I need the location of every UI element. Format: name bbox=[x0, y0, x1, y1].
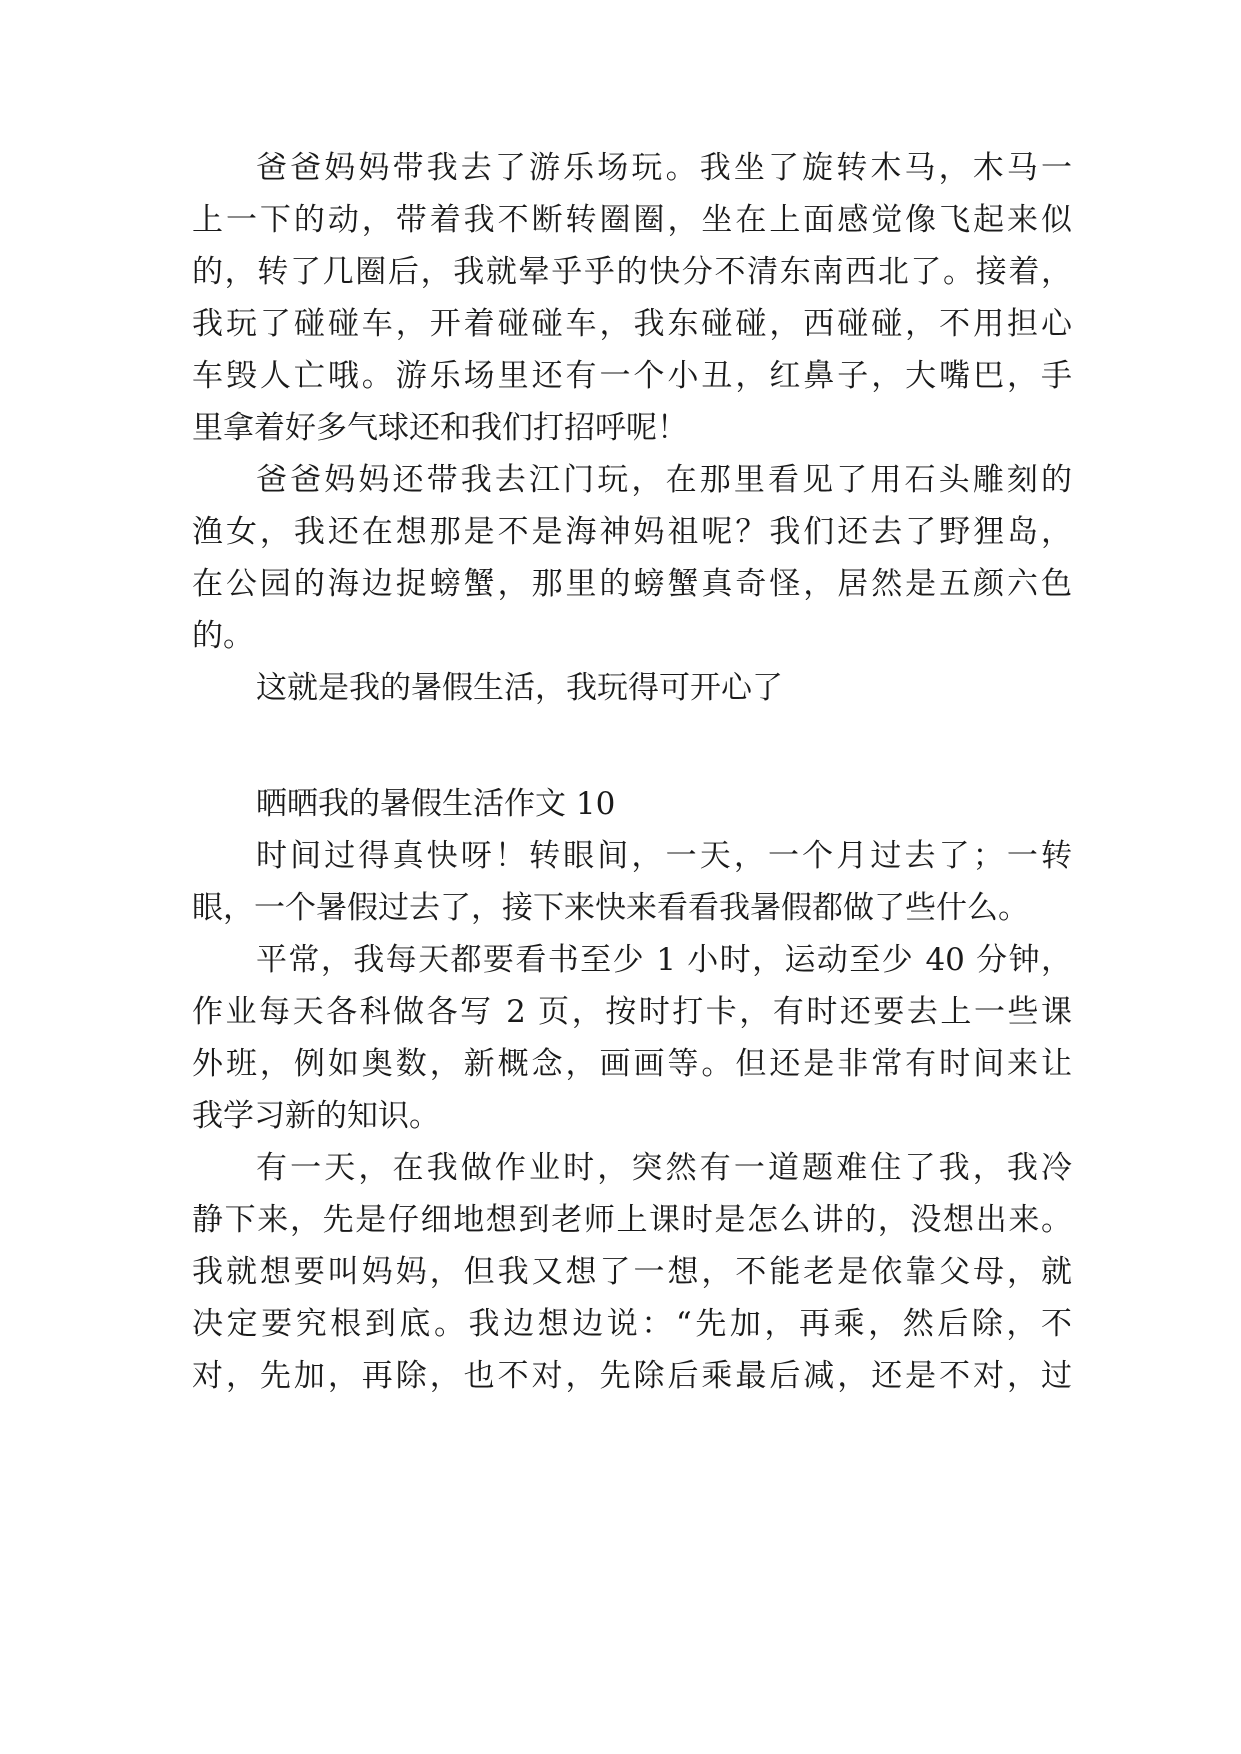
paragraph-line: 静下来，先是仔细地想到老师上课时是怎么讲的，没想出来。 bbox=[192, 1202, 1072, 1238]
section-title: 晒晒我的暑假生活作文 10 bbox=[256, 786, 616, 822]
paragraph-line: 爸爸妈妈带我去了游乐场玩。我坐了旋转木马，木马一 bbox=[256, 150, 1072, 186]
paragraph-line: 在公园的海边捉螃蟹，那里的螃蟹真奇怪，居然是五颜六色 bbox=[192, 566, 1072, 602]
paragraph-line: 我玩了碰碰车，开着碰碰车，我东碰碰，西碰碰，不用担心 bbox=[192, 306, 1072, 342]
paragraph-line: 里拿着好多气球还和我们打招呼呢！ bbox=[192, 410, 688, 446]
paragraph-line: 的，转了几圈后，我就晕乎乎的快分不清东南西北了。接着， bbox=[192, 254, 1072, 290]
paragraph-line: 这就是我的暑假生活，我玩得可开心了 bbox=[256, 670, 783, 706]
paragraph-line: 作业每天各科做各写 2 页，按时打卡，有时还要去上一些课 bbox=[192, 994, 1072, 1030]
paragraph-line: 对，先加，再除，也不对，先除后乘最后减，还是不对，过 bbox=[192, 1358, 1072, 1394]
paragraph-line: 爸爸妈妈还带我去江门玩，在那里看见了用石头雕刻的 bbox=[256, 462, 1072, 498]
paragraph-line: 外班，例如奥数，新概念，画画等。但还是非常有时间来让 bbox=[192, 1046, 1072, 1082]
paragraph-line: 上一下的动，带着我不断转圈圈，坐在上面感觉像飞起来似 bbox=[192, 202, 1072, 238]
paragraph-line: 车毁人亡哦。游乐场里还有一个小丑，红鼻子，大嘴巴，手 bbox=[192, 358, 1072, 394]
paragraph-line: 渔女，我还在想那是不是海神妈祖呢？我们还去了野狸岛， bbox=[192, 514, 1072, 550]
paragraph-line: 时间过得真快呀！转眼间，一天，一个月过去了；一转 bbox=[256, 838, 1072, 874]
paragraph-line: 决定要究根到底。我边想边说：“先加，再乘，然后除，不 bbox=[192, 1306, 1072, 1342]
paragraph-line: 有一天，在我做作业时，突然有一道题难住了我，我冷 bbox=[256, 1150, 1072, 1186]
paragraph-line: 我学习新的知识。 bbox=[192, 1098, 440, 1134]
paragraph-line: 我就想要叫妈妈，但我又想了一想，不能老是依靠父母，就 bbox=[192, 1254, 1072, 1290]
paragraph-line: 的。 bbox=[192, 618, 254, 654]
paragraph-line: 眼，一个暑假过去了，接下来快来看看我暑假都做了些什么。 bbox=[192, 890, 1029, 926]
paragraph-line: 平常，我每天都要看书至少 1 小时，运动至少 40 分钟， bbox=[256, 942, 1072, 978]
